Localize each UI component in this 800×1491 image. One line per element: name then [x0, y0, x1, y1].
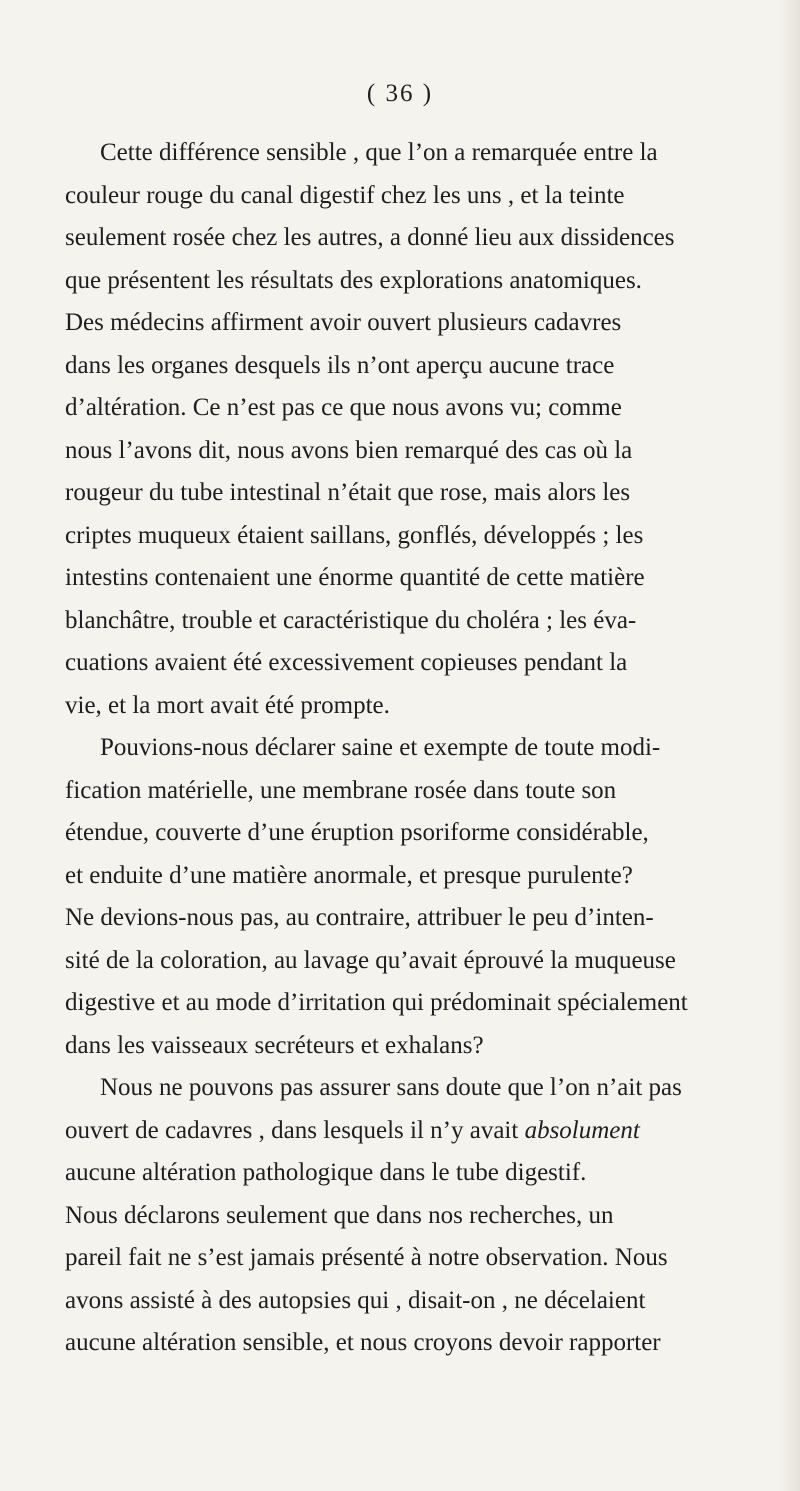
text-line: dans les vaisseaux secréteurs et exhalans? [65, 1031, 484, 1059]
text-line: digestive et au mode d’irritation qui prédominait spécialement [65, 989, 688, 1016]
text-line: et enduite d’une matière anormale, et presque purulente? [65, 861, 633, 889]
text-line: avons assisté à des autopsies qui , disait-on , ne décelaient [65, 1286, 646, 1314]
text-line: étendue, couverte d’une éruption psoriforme considérable, [65, 819, 649, 846]
text-line: seulement rosée chez les autres, a donné lieu aux dissidences [65, 224, 675, 251]
text-line: cuations avaient été excessivement copieuses pendant la [65, 649, 628, 676]
text-line: Pouvions-nous déclarer saine et exempte de toute modi- [100, 734, 661, 761]
text-line: nous l’avons dit, nous avons bien remarqué des cas où la [65, 436, 633, 464]
text-line: fication matérielle, une membrane rosée dans toute son [65, 776, 617, 804]
text-line: d’altération. Ce n’est pas ce que nous avons vu; comme [65, 394, 622, 421]
text-line: Nous ne pouvons pas assurer sans doute que l’on n’ait pas [100, 1074, 682, 1101]
text-line: aucune altération pathologique dans le tube digestif. [65, 1159, 587, 1186]
italic-word: absolument [524, 1116, 640, 1144]
text-line: Nous déclarons seulement que dans nos recherches, un [65, 1201, 614, 1229]
text-line: que présentent les résultats des explorations anatomiques. [65, 266, 642, 294]
text-line: dans les organes desquels ils n’ont aperçu aucune trace [65, 351, 615, 379]
page-edge-shadow [778, 0, 800, 1491]
text-line: Cette différence sensible , que l’on a remarquée entre la [100, 139, 658, 166]
text-line-part: ouvert de cadavres , dans lesquels il n’y avait [65, 1116, 519, 1144]
text-line: pareil fait ne s’est jamais présenté à notre observation. Nous [65, 1244, 668, 1271]
body-text [65, 132, 785, 1365]
text-line: Des médecins affirment avoir ouvert plusieurs cadavres [65, 309, 622, 336]
text-line: vie, et la mort avait été prompte. [65, 691, 390, 719]
text-line: criptes muqueux étaient saillans, gonflés, développés ; les [65, 521, 644, 549]
text-line: aucune altération sensible, et nous croyons devoir rapporter [65, 1329, 661, 1356]
text-line: Ne devions-nous pas, au contraire, attribuer le peu d’inten- [65, 904, 654, 931]
page-number: ( 36 ) [366, 80, 434, 107]
text-line: sité de la coloration, au lavage qu’avait éprouvé la muqueuse [65, 946, 676, 974]
text-line: couleur rouge du canal digestif chez les uns , et la teinte [65, 181, 625, 209]
text-line [65, 1110, 785, 1153]
text-line: intestins contenaient une énorme quantité de cette matière [65, 564, 645, 591]
text-line: blanchâtre, trouble et caractéristique du choléra ; les éva- [65, 606, 637, 634]
text-line: rougeur du tube intestinal n’était que rose, mais alors les [65, 479, 631, 506]
